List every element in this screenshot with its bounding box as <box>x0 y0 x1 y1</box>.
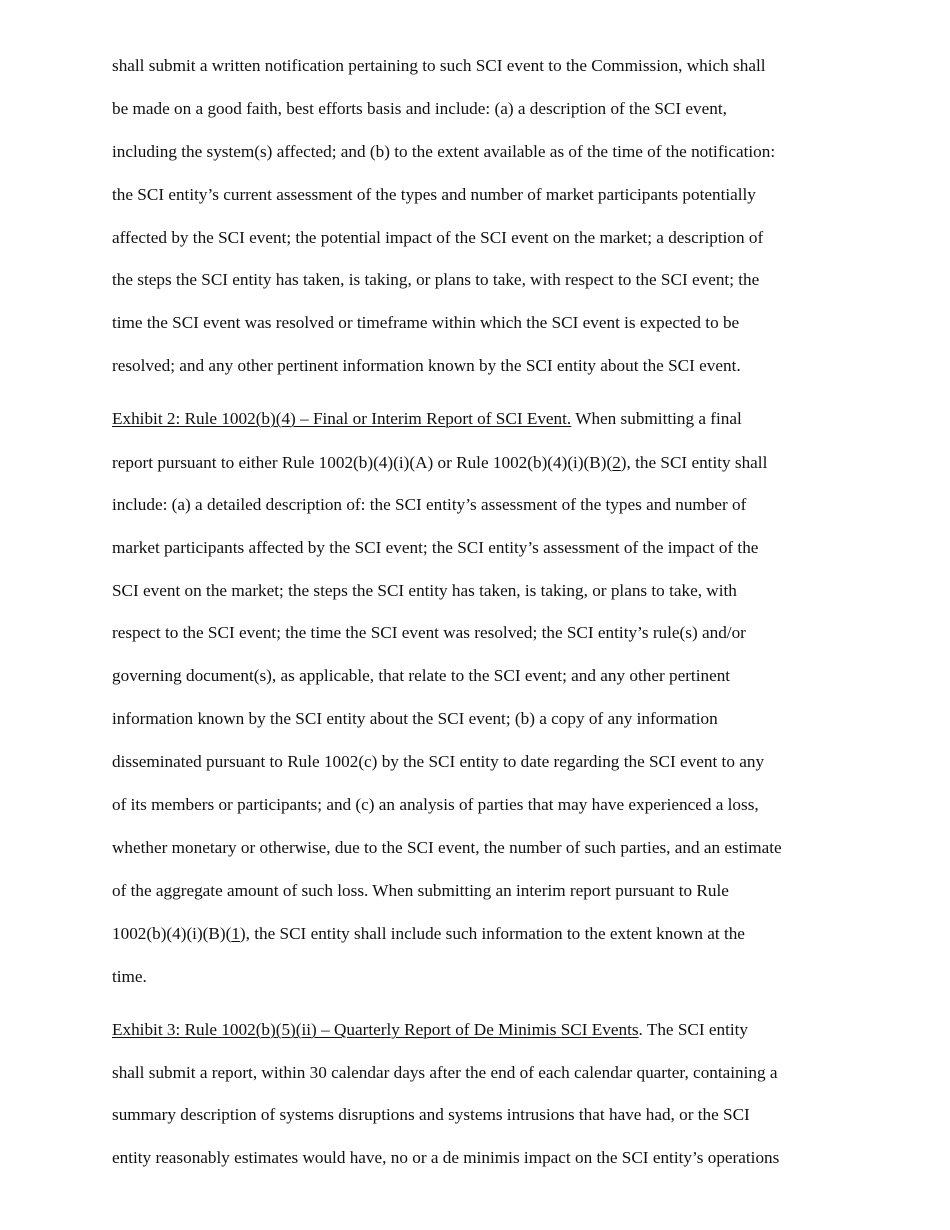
text-line: disseminated pursuant to Rule 1002(c) by the SCI entity to date regarding the SCI event to any <box>112 752 765 771</box>
exhibit-2-first-line <box>112 408 742 430</box>
text-line: the SCI entity’s current assessment of the types and number of market participants potentially <box>112 185 756 204</box>
text-line: be made on a good faith, best efforts basis and include: (a) a description of the SCI event, <box>112 99 727 118</box>
text-line <box>112 452 767 474</box>
text-line: SCI event on the market; the steps the SCI entity has taken, is taking, or plans to take, with <box>112 581 737 600</box>
text-line: whether monetary or otherwise, due to the SCI event, the number of such parties, and an estimate <box>112 838 782 857</box>
text-line: shall submit a written notification pertaining to such SCI event to the Commission, which shall <box>112 56 766 75</box>
text-line: time. <box>112 967 147 986</box>
text-line: governing document(s), as applicable, that relate to the SCI event; and any other pertinent <box>112 666 731 685</box>
text-line: market participants affected by the SCI event; the SCI entity’s assessment of the impact of the <box>112 538 759 557</box>
text-line: including the system(s) affected; and (b) to the extent available as of the time of the notification: <box>112 142 776 161</box>
text-line: information known by the SCI entity about the SCI event; (b) a copy of any information <box>112 709 718 728</box>
text-line: include: (a) a detailed description of: the SCI entity’s assessment of the types and number of <box>112 495 747 514</box>
text-fragment: . The SCI entity <box>638 1020 749 1039</box>
text-fragment: ), the SCI entity shall <box>620 453 768 472</box>
text-line: time the SCI event was resolved or timeframe within which the SCI event is expected to be <box>112 313 740 332</box>
text-line: of the aggregate amount of such loss. When submitting an interim report pursuant to Rule <box>112 881 729 900</box>
text-line: shall submit a report, within 30 calendar days after the end of each calendar quarter, containing a <box>112 1063 778 1082</box>
text-line: affected by the SCI event; the potential impact of the SCI event on the market; a description of <box>112 228 764 247</box>
text-fragment: report pursuant to either Rule 1002(b)(4)(i)(A) or Rule 1002(b)(4)(i)(B)( <box>112 453 613 472</box>
exhibit-3-heading: Exhibit 3: Rule 1002(b)(5)(ii) – Quarterly Report of De Minimis SCI Events <box>112 1020 639 1039</box>
text-fragment: ), the SCI entity shall include such information to the extent known at the <box>239 924 745 943</box>
text-line: resolved; and any other pertinent information known by the SCI entity about the SCI event. <box>112 356 741 375</box>
text-line: respect to the SCI event; the time the SCI event was resolved; the SCI entity’s rule(s) and/or <box>112 623 746 642</box>
text-fragment: 1002(b)(4)(i)(B)( <box>112 924 232 943</box>
subparagraph-reference: 1 <box>231 924 240 943</box>
text-line: the steps the SCI entity has taken, is taking, or plans to take, with respect to the SCI event; the <box>112 270 760 289</box>
text-line: summary description of systems disruptions and systems intrusions that have had, or the SCI <box>112 1105 750 1124</box>
text-line: entity reasonably estimates would have, no or a de minimis impact on the SCI entity’s operations <box>112 1148 780 1167</box>
text-line: of its members or participants; and (c) an analysis of parties that may have experienced a loss, <box>112 795 759 814</box>
subparagraph-reference: 2 <box>612 453 621 472</box>
text-fragment: When submitting a final <box>571 409 742 428</box>
exhibit-2-heading: Exhibit 2: Rule 1002(b)(4) – Final or Interim Report of SCI Event. <box>112 409 572 428</box>
text-line <box>112 923 745 945</box>
exhibit-3-first-line <box>112 1019 748 1041</box>
